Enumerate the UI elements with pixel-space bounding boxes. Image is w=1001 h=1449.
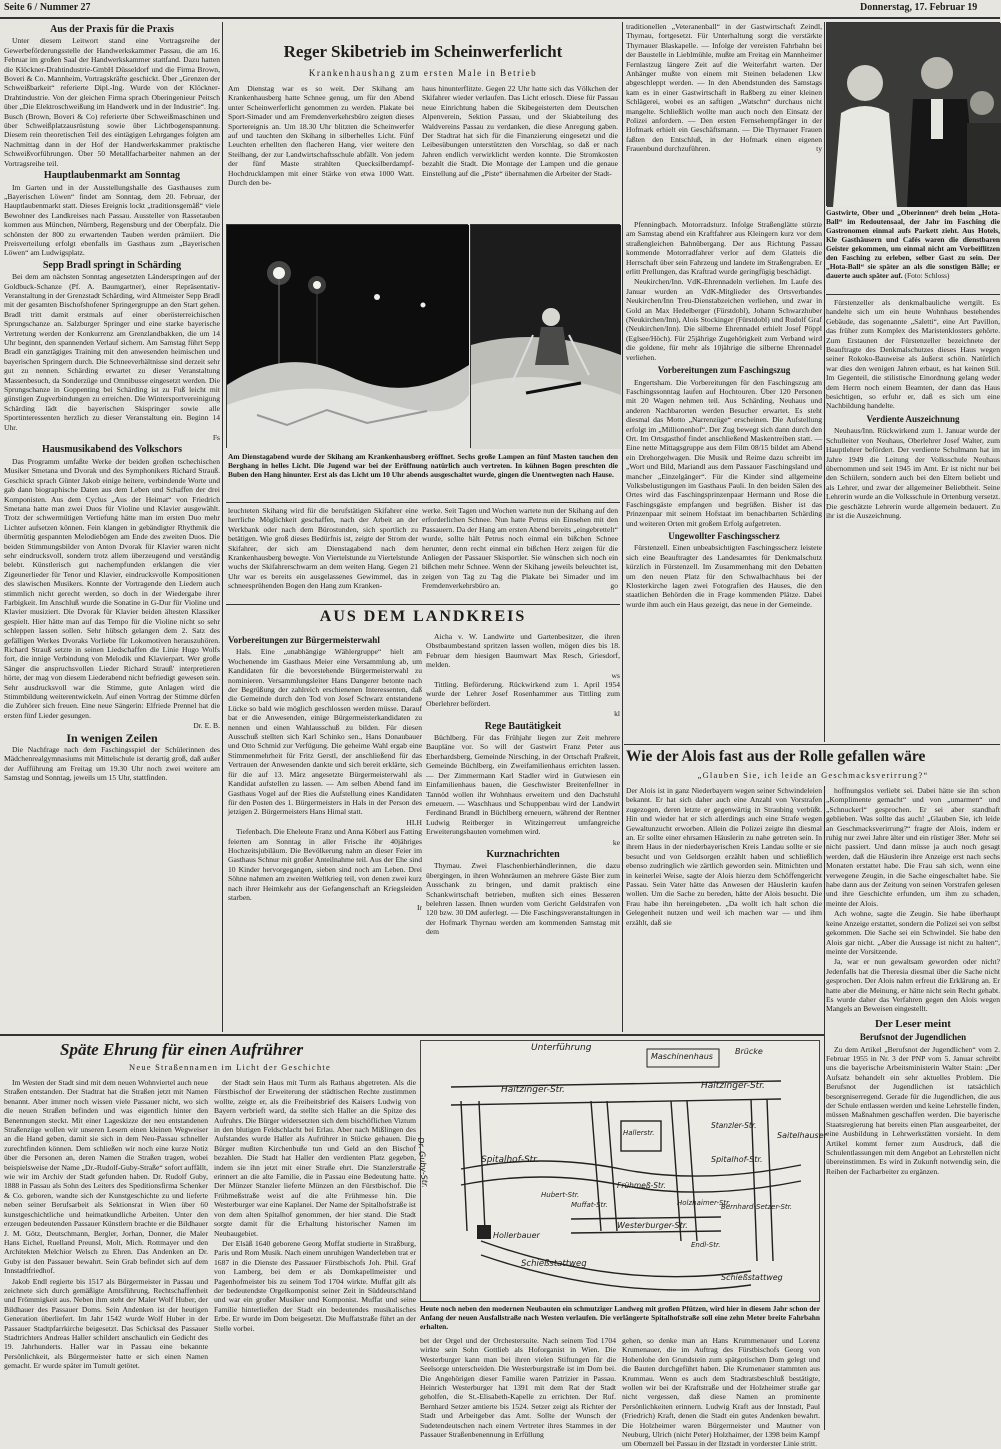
ehrung-body-col4: gehen, so denke man an Hans Krummenauer und Lorenz Krumenauer, die im Auftrag des Fürstbischofs Georg von Hohenlohe den Grundstein zum spätgotischen Dom gelegt und die Bauten durchgeführt haben. Die Krumenauer stammten aus Krummau. Wenn es auch dem Stadtratsbeschluß bestätigte, wollen wir bei der Kraftstraße und der Holzheimer straße gar nicht vergessen, daß diese Namen an prominente Persönlichkeiten erinnern. Ludwig Kraft aus der Innstadt, Paul (Friedrich) Kraft, denen die Stadt ein gutes Andenken bewahrt. Die Holzheimer waren Bürgermeister und Mautner von Neuburg, Ulrich (nicht Peter) Holzhaimer, der 1398 beim Kampf um Obernzell bei Passau in der Ilzstadt in vorderster Linie stritt.: [622, 1336, 820, 1449]
ehrung-headline: Späte Ehrung für einen Aufrührer: [60, 1040, 304, 1059]
map-label-fruehmess: Frühmeß-Str.: [617, 1181, 666, 1190]
page-label: Seite 6 / Nummer 27: [4, 2, 91, 13]
alois-subhead: „Glauben Sie, ich leide an Geschmacksverirrung?“: [697, 770, 929, 780]
article-heading: Vorbereitungen zum Faschingszug: [657, 365, 791, 376]
article-body: Unter diesem Leitwort stand eine Vortragsreihe der Gewerbeförderungsstelle der Handwerkskammer Passau, die am 16. Februar im großen Saal der Handwerkskammer stattfand. Dazu hatten die Klöckner-Drahtindustrie-GmbH Düsseldorf und die Firma Brown, Boveri & Co. Mannheim, Vortragskräfte geschickt. Über „Grenzen der Schweißbarkeit“ referierte Dipl.-Ing. Wurde von der Klöckner-Drahtindustrie. Von der gleichen Firma sprach Oberingenieur Peitsch über „Die Elektroschweißung im Handwerk und in der Industrie“. Ing. Busch (Brown, Boveri & Co) referierte über Schweißmaschinen und über Schweißplatzausrüstung sowie über Lichtbogenspannung. Diesem rein theoretischen Teil des eintägigen Lehrganges folgten am Nachmittag dann in der Hof der Handwerkskammer praktische Schweißvorführungen. Über 50 Metallfacharbeiter nahmen an der Vortragsreihe teil.: [4, 36, 220, 168]
ehrung-body-col1: [4, 1078, 208, 1434]
map-label-schiessstatt: Schießstattweg: [521, 1259, 587, 1269]
section-rule: [226, 604, 620, 605]
article-body: Pfenningbach. Motorradsturz. Infolge Straßenglätte stürzte am Samstag abend ein Kraftfahrer aus Kleingern kurz vor dem straßengleichen Bahnübergang. Der aus Richtung Passau kommende Motorradfahrer verlor auf dem Glatteis die Herrschaft über sein Fahrzeug und landete im Straßengraben. Er erlitt Prellungen, das Kraftrad wurde geringfügig beschädigt.: [626, 220, 822, 277]
author-signature: Fs: [212, 433, 220, 443]
author-signature: ke: [612, 837, 620, 847]
article-heading: Sepp Bradl springt in Schärding: [42, 259, 182, 271]
caption-text: Gastwirte, Ober und „Oberinnen“ dreh beim „Hota-Ball“ im Redoutensaal, der Jahr im Fasching die Gastronomen einmal aufs Parkett zieht. Aus Hotels, Kle Gasthäusern und Cafés waren die dienstbaren Geister gekommen, um einmal nicht am Vorbeiflitzen den Fasching zu erleben, selber Gast zu sein. Der „Hota-Ball“ sie später an als die sonstigen Bälle; er dauerte auch später auf.: [826, 208, 1000, 280]
alois-body-left: Der Alois ist in ganz Niederbayern wegen seiner Schwindeleien bekannt. Er hat sich daher auch eine Anzahl von Vorstrafen zugezogen, deren letzte er gegenwärtig in Straubing verbüßt. Hin und wieder hat er sich allerdings auch eine Strafe wegen Gewaltunzucht erworben. Allein die Polizei zeigte ihn diesmal an. Er sollte einer ehrsamen Häuslerin zu nahe getreten sein. In ihrem Haus in der niederbayerischen Kreis Landau sollte er sie besucht und von Geldsorgen erzählt haben und schließlich ebenso zudringlich wie zärtlich geworden sein. Mitnichten und in keinerlei Weise, sagte der Alois hierzu dem Schöffengericht Passau. Sein Vater hätte das Anwesen der Häuslerin kaufen wollen. Um die Sache zu bereden, hätte der Alois besucht. Die Frau habe ihn hereingebeten. „Da wollt ich halt schon die Gelegenheit nutzen und weil ich machen war — und ihm erzählt, daß sie: [626, 786, 822, 927]
ball-photo: [826, 22, 1000, 206]
section-rule: [624, 744, 1000, 745]
article-body: Jakob Endl regierte bis 1517 als Bürgermeister in Passau und zeichnete sich durch gemäßigte Amtsführung, Rechtschaffenheit und Frömmigkeit aus. Neben ihm steht der Maler Wolf Huber, der Bildhauer des Passauer Doms. Sein Andenken ist der heutigen Generation überliefert. Im Jahr 1542 wurde Wolf Huber in der Passauer Stadtpfarrkirche beigesetzt. Das Schicksal des Passauer Stadtrichters Andreas Haller schildert anschaulich ein Gedicht des 19. Jahrhunderts. Haller war in Passau eine bekannte Persönlichkeit, als Bürgermeister hatte er sich einen Namen gemacht. Er wurde später im Tumult getötet.: [4, 1276, 208, 1371]
alois-headline: Wie der Alois fast aus der Rolle gefallen wäre: [626, 748, 926, 765]
ski-body-continued-left: leuchteten Skihang wird für die berufstätigen Skifahrer eine herrliche Möglichkeit geschaffen, nach der Arbeit an der Werkbank oder nach dem Bürostunden, sich sportlich zu betätigen. Wie groß dieses Bedürfnis ist, zeigte der Strom der Skifahrer, der sich am Dienstagabend nach dem Krankenhausberg bewegte. Von Viertelstunde zu Viertelstunde wuchs der Skifahrerschwarm an dem weiten Hang. Gegen 21 Uhr war es bereits ein ausgelassenes Gewimmel, das in schneesprühenden Bogen den Hang zum Kranken-: [228, 506, 418, 591]
landkreis-right-column: [626, 220, 822, 742]
map-label-bruecke: Brücke: [735, 1047, 763, 1056]
map-label-haitzinger: Haitzinger-Str.: [701, 1081, 765, 1091]
map-label-bernhard: Bernhard-Setzer-Str.: [721, 1203, 793, 1211]
map-label-spitalhof: Spitalhof-Str.: [481, 1155, 539, 1165]
article-heading: Kurznachrichten: [486, 848, 560, 860]
author-signature: Dr. E. B.: [193, 721, 220, 731]
article-body: Fürstenzeller als denkmalbauliche wertgilt. Es handelte sich um ein heute Wohnhaus bestehendes Gebäude, das sogenannte „Saletti“, eine Art Pavillon, das früher zum Komplex des Maristenklosters gehörte. Zum Erstaunen der Fürstenzeller bezeichnete der Beauftragte des Denkmalschutzes dieses Haus wegen seiner Rokoko-Bauweise als äußerst schön. Natürlich war dies den wenigen Jahren erbaut, es hat keinen Stil. Im Gegenteil, die stilistische Einordnung gelang weder dem Herrn noch einem Beamten, der dann das Haus besichtigen, so erfuhr er, daß es sich um eine Nachbildung handelte.: [826, 298, 1000, 411]
caption-rule: [226, 502, 620, 503]
map-label-hallerstr: Hallerstr.: [623, 1129, 655, 1137]
far-right-column: [826, 298, 1000, 742]
column-divider: [824, 22, 825, 742]
article-heading: Der Leser meint: [875, 1017, 951, 1030]
landkreis-column-right: [426, 632, 620, 1032]
article-body: Thyrnau. Zwei Flaschenbierhändlerinnen, die dazu übergingen, in ihren Wohnräumen an mehrere Gäste Bier zum Ausschank zu bringen, und damit praktisch eine Schankwirtschaft betrieben, mußten sich eines Besseren belehren lassen. Ihnen wurden vom Gericht Geldstrafen von 120 bzw. 30 DM auferlegt. — Die Faschingsveranstaltungen in der Hofmark Thyrnau werden am kommenden Samstag mit dem: [426, 861, 620, 937]
article-body: Büchlberg. Für das Frühjahr liegen zur Zeit mehrere Baupläne vor. So will der Gastwirt Franz Peter aus Eberhardsberg, Gemeinde Nirsching, in der Ortschaft Praßreit, Gemeinde Büchlberg, ein Zweifamilienhaus errichten lassen. — Der Zimmermann Karl Stadler wird in Gutwiesen ein Einfamilienhaus bauen, die Geschwister Breitenfellner in Tannöd wollen ihr Wohnhaus erweitern und den Dachstuhl erneuern. — Waschhaus und Schuppenbau wird der Landwirt Ferdinand Brandl in Büchlberg erneuern, während der Rentner Ludwig Reitberger in Witzingerreut umfangreiche Erweiterungsbauten vornehmen wird.: [426, 733, 620, 837]
map-label-saitelhaus: Saitelhauser: [777, 1131, 827, 1140]
article-heading: Vorbereitungen zur Bürgermeisterwahl: [228, 635, 380, 645]
article-heading: Hauptlaubenmarkt am Sonntag: [43, 170, 181, 182]
article-heading: Rege Bautätigkeit: [484, 720, 562, 732]
map-label-guby: Dr. Guby-Str.: [416, 1137, 430, 1189]
ski-body-right: haus hinunterflitzte. Gegen 22 Uhr hatte sich das Völkchen der Skifahrer wieder verlaufen. Das Licht erlosch. Diese für Passau neue Einrichtung haben die Skibegeisterten dem Deutschen Alpenverein, Sektion Passau, und der Skiabteilung des Waldvereins Passau zu verdanken, die diese Anregung gaben. Der Stadtrat hat sich für die Finanzierung eingesetzt und die Leibesübungen unterstützten den Vorschlag, so daß er nach Jahren endlich verwirklicht werden konnte. Die Stromkosten bezahlt die Stadt. Die Montage der Lampen und die genaue Einstellung auf die „Piste“ übernahmen die Arbeiter der Stadt-: [422, 84, 618, 178]
author-signature: ws: [611, 670, 620, 680]
article-subheading: Berufsnot der Jugendlichen: [859, 1032, 967, 1043]
skier-photo: [470, 224, 620, 448]
column-divider: [622, 22, 623, 1032]
article-body: Bei dem am nächsten Sonntag angesetzten Länderspringen auf der Goldbuck-Schanze (Pf. A. Baumgartner), einer Repräsentativ-Veranstaltung in der Grenzstadt Schärding, wird Altmeister Sepp Bradl mit der gesamten Bischofshofener Springergruppe an den Start gehen. Bradl tritt damit erstmals auf einer oberösterreichischen Sprungschanze an. Salzburger Springer und eine starke bayerische Vertretung werden der Konkurrenz am Grenzlandbakken, die um 14 Uhr beginnt, den spannenden Verlauf sichern. Am Samstag führt Sepp Bradl ein ganztägiges Training mit den anwesenden heimischen und bayerischen Springern durch. Die Schneeverhältnisse sind derzeit sehr gut zu nennen. Schärding erwartet zu dieser Veranstaltung Massenbesuch, da Sonderzüge und Omnibusse eingesetzt werden. Die Sprungschanze in Goppenting bei Schärding ist zu Fuß leicht mit günstigen Zugverbindungen zu erreichen. Die Wintersportvereinigung Schärding lädt die bayerischen Skispringer sowie alle Sportinteressenten herzlich zu dieser Veranstaltung ein. Beginn 14 Uhr.: [4, 272, 220, 432]
article-body: Das Programm umfaßte Werke der beiden großen tschechischen Musiker Smetana und Dvorak und des Symphonikers Richard Strauß. Geschickt sprach Günter Jakob einige heitere, verbindende Worte und gab dann biographische Daten aus dem Leben und Schaffen der drei Komponisten. Aus dem Cyclus „Aus der Heimat“ von Friedrich Smetana hatte man zwei Duos für Violine und Klavier ausgewählt. Trotz der schwermütigen Vertiefung hätte man im ersten Duo mehr Lichter aufsetzen können. Fein klangen in gebändigter Rhythmik die übermütig gespannten Melodiebögen am Ende des zweiten Duos. Die beiden Stimmungsbilder von Anton Dvorak für Klavier waren nicht sehr eindrucksvoll, sondern trotz allem überzeugend und verständig belebt. Künstlerisch gut nachempfunden erklangen die vier Zigeunerlieder für Tenor und Klavier, eindrucksvolle Kompositionen des slawischen Musikers. Konnte der Vortragende den Liedern auch stimmlich nicht gerecht werden, so doch in der Wiedergabe ihrer Farbigkeit. Im Anschluß wurde die Sonatine in G-Dur für Violine und Klavier musiziert. Die Dvorak für Klavier beiden ältesten Klassiker gespielt. Hier hätte man auf das Tempo für die Violine nicht so sehr schleppen lassen sollen. Sehr hübsch gelangen dem 2. Satz des gefälligen Werkes Dvoraks Vorliebe für Lokomotiven herauszuhören. Richard Strauß setzte in seinen Liedschaffen die Linie Hugo Wolfs fort, die innige Verbindung von Melodik und Klavierpart. Wer große Sänger die anspruchsvollen Lieder Richard Strauß' interpretieren hörte, der mag von diesem Liederabend nicht befriedigt gewesen sein. Sehr ausdrucksvoll war die Stimme, gute Anlagen wird die Stimmbildung weiterentwickeln. Auf einen Vortrag der Stimme dürfen die Zuhörer sich freuen. Eine neue Sängerin: Elfriede Prennel hat die ersten fünf Lieder gesungen.: [4, 456, 220, 720]
ehrung-subhead: Neue Straßennamen im Licht der Geschichte: [129, 1062, 331, 1072]
map-label-spitalhof: Spitalhof-Str.: [711, 1155, 763, 1164]
article-body: Fürstenzell. Einen unbeabsichtigten Faschingsscherz leistete sich eine Beauftragter des Landesamtes für Denkmalschutz kürzlich in Fürstenzell. Im Zusammenhang mit den Debatten um den neuen Platz für den Schwalbachhaus bei der Klosterkirche lagen zwei Fotografien des Hauses, die den staatlichen Behörden die in Frage kommenden Plätze. Dabei wurde ihm auch ein Haus gezeigt, das neue in der Gemeinde.: [626, 543, 822, 609]
section-rule: [0, 1034, 824, 1036]
skier-illustration: [471, 225, 621, 449]
article-body: Neukirchen/Inn. VdK-Ehrennadeln verliehen. Im Laufe des Januar wurden an VdK-Mitglieder des Ortsverbandes Neukirchen/Inn Treu-Dienstabzeichen verliehen, und zwar in Gold an Max Hedelberger (Fürstdobl), Johann Schwarzhuber (Neukirchen/Inn), Alois Stockinger (Fürstdobl) und Rudolf Graf (Neukirchen/Inn). Die silberne Ehrennadel erhielt Josef Pöppl (Eglsee/Höch). Für 25jährige Zugehörigkeit zum Verband wird die goldene, für mehr als 10jährige die silberne Ehrennadel verliehen.: [626, 277, 822, 362]
article-body: traditionellen „Veteranenball“ in der Gastwirtschaft Zeindl, Thyrnau, fortgesetzt. Für Unterhaltung sorgt die verstärkte Thyrnauer Blaskapelle. — Infolge der vereisten Fahrbahn bei der Baustelle in Lieblmühle, mußte am Freitag ein Mannheimer Fernlastzug längere Zeit auf die Weiterfahrt warten. Der Anhänger mußte von einem mit Steinen beladenen Lkw abgeschleppt werden. — In den Abendstunden des Samstags kam es in einer Gastwirtschaft in Raßberg zu einer kleinen Schlägerei, wobei es an saftigen „Watschn“ durchaus nicht mangelte. Schließlich wollte man auch noch den Einsatz der Polizei anfordern. — Den ersten Fernsehempfänger in der Hofmark erhielt ein Geschäftsmann. — Die Thyrnauer Frauen faßten den Entschluß, in der Hofmark einen eigenen Frauenbund durchzuführen.: [626, 22, 822, 154]
map-label-hollerbauer: Hollerbauer: [493, 1231, 540, 1240]
article-body: Neuhaus/Inn. Rückwirkend zum 1. Januar wurde der Schulleiter von Neuhaus, Oberlehrer Josef Walter, zum Hauptlehrer befördert. Der verdiente Schulmann hat im Jahre 1949 die Leitung der Volksschule Neuhaus übernommen und seit 1945 im Amt. Er ist nicht nur bei den Schülern, sondern auch bei den Eltern beliebt und als Lehrer, und zwar der allgemeiner Beliebtheit. Seine Lehrerin wurde an die Volksschule in Ortenburg versetzt. Die geschätzte Lehrerin wurde allgemein bedauert. Zu ihr ist die Auszeichnung.: [826, 426, 1000, 520]
author-signature: go: [610, 581, 618, 591]
alois-body-right: [826, 786, 1000, 1430]
article-body: Ja, war er nun gewaltsam geworden oder nicht? Jedenfalls hat die Theresia diesmal über die Sache nicht gesprochen. Der Alois nahm erfreut die Erklärung an. Er hatte aber die Meinung, er hätte nicht sein Recht gehabt. Es wurde daher das Verfahren gegen den Alois wegen Mangels an Beweisen eingestellt.: [826, 957, 1000, 1014]
ski-slope-photo: [226, 224, 468, 448]
article-heading: Ungewollter Faschingsscherz: [668, 531, 780, 541]
map-label-westerburger: Westerburger-Str.: [617, 1221, 688, 1230]
ski-photo-caption: Am Dienstagabend wurde der Skihang am Krankenhausberg eröffnet. Sechs große Lampen an fünf Masten tauchen den Berghang in helles Licht. Die Jugend war bei der Eröffnung natürlich auch vertreten. In kühnen Bogen preschten die Buben den Hang hinunter. Erst als das Licht um 10 Uhr abends ausgeschaltet wurde, gingen die Unentwegten nach Hause.: [228, 452, 618, 479]
issue-date: Donnerstag, 17. Februar 19: [860, 2, 978, 13]
article-heading: Aus der Praxis für die Praxis: [50, 24, 174, 35]
masthead-rule: [0, 17, 1000, 19]
map-label-holzhaimer: Holzhaimer-Str.: [677, 1199, 731, 1207]
column-divider: [222, 22, 223, 1032]
landkreis-headline: AUS DEM LANDKREIS: [319, 608, 527, 625]
article-body: Engertsham. Die Vorbereitungen für den Faschingszug am Faschingssonntag laufen auf Hochtouren. Über 120 Personen mit 20 Wagen nehmen teil. Aus Schärding, Neuhaus und anderen Nachbarorten werden Besucher erwartet. Es steht diesmal das Motto „Narrenzüge“ erscheinen. Die Aufstellung erfolgt im „Millionenhof“. Der Zug bewegt sich dann durch den Ort. Im Ortsgasthof findet anschließend Maskentreiben statt. — Eine nette Mittagsgruppe aus dem Film 08/15 bildet am Abend ein Drehorgelwagen. Die Musik und Reime dazu schreibt im „Wort und Bild, Mariandl aus dem Passauer Faschingsland und mancher „Einzelgänger“. Für die Kinder sind allgemeine Volksbelustigungen im Gasthaus Pauli. In den beiden Sälen des Ortes wird das Faschingsprinzenpaar Hermann und Rose die Faschingsgäste empfangen und begrüßen. Bisher ist das Prinzenpaar mit seinem Hofstaat im benachbarten Schärding und weiteren Orten mit großem Erfolg aufgetreten.: [626, 377, 822, 528]
ehrung-body-col3: bet der Orgel und der Orchestersuite. Nach seinem Tod 1704 wirkte sein Sohn Gottlieb als Hoforganist in Wien. Die Westerburger kann man bei ihren vielen Stiftungen für die Seelsorge unterscheiden. Die Westerburgstraße ist im Dom bei. Die Angehörigen dieser Familie waren Patrizier in Passau. Heinrich Westerburger hat 1391 mit dem Rat der Stadt geholfen, die St.-Elisabeth-Kapelle zu errichten. Der Ruf. Bernhard Setzer amtierte bis 1524. Setzer zeigt als Richter der Stadt und Arbeitgeber das Amt. Sollte der Wunsch der Sudetendeutschen nach einem Vertreter ihres Stammes in der Passauer Straßenbenennung in Erfüllung: [420, 1336, 616, 1440]
ehrung-body-col2: [214, 1078, 416, 1434]
article-body: Die Nachfrage nach dem Faschingsspiel der Schülerinnen des Mädchenrealgymnasiums mit Mittelschule ist derartig groß, daß außer der Aufführung am Freitag um 19.30 Uhr noch zwei weitere am Samstag und Sonntag, jeweils um 15 Uhr, stattfinden.: [4, 745, 220, 783]
map-label-unterfuehrung: Unterführung: [531, 1043, 592, 1053]
map-label-muffat: Muffat-Str.: [571, 1201, 608, 1209]
column-1: [4, 22, 220, 1032]
author-signature: HLH: [406, 817, 422, 827]
author-signature: Ir: [416, 903, 422, 913]
article-heading: Hausmusikabend des Volkschors: [41, 444, 183, 456]
ball-article: [626, 22, 822, 218]
caption-rule: [826, 294, 1000, 295]
article-body: Im Garten und in der Ausstellungshalle des Gasthauses zum „Bayerischen Löwen“ findet am Sonntag, dem 20. Februar, der Hauptlaubenmarkt statt. Dieses Ereignis lockt „traditionsgemäß“ viele Bewohner des Landkreises nach Passau. Aussteller von Rassetauben kommen aus München, Nürnberg, Regensburg und der Oberpfalz. Die schönsten der 800 zu erwartenden Tauben werden prämiiert. Die Preisverteilung erfolgt ebenfalls im Gasthaus zum „Bayerischen Löwen“ am Ludwigsplatz.: [4, 182, 220, 258]
map-label-stanzler: Stanzler-Str.: [711, 1121, 757, 1130]
ski-subhead: Krankenhaushang zum ersten Male in Betrieb: [308, 68, 538, 78]
article-body: hoffnungslos verliebt sei. Dabei hätte sie ihn schon „Komplimente gemacht“ und von „umarmen“ und „Schnuckerl“ gesprochen. Er sei aber standhaft geblieben. Was sollte das auch! „Glauben Sie, ich leide an Geschmacksverirrung?“ fragte der Alois, indem er ruhig nur zwei Jahre älter und ein rüstiger 38er. Mehr sei nicht passiert. Und dann müsse ja auch noch gesagt werden, daß die Häuslerin ihre Anzeige erst nach sechs Monaten erstattet habe. Die Frau sah sich, wenn eine verwegene Zeugin, in die Sache eingeschaltet habe. Sie habe dann aus der Zeitung von seinen Vorstrafen gelesen und ihre Geschichte erfunden, um ihm zu schaden, meinte der Alois.: [826, 786, 1000, 908]
article-body: Aicha v. W. Landwirte und Gartenbesitzer, die ihren Obstbaumbestand spritzen lassen wollen, mögen dies bis 18. Februar dem hiesigen Baumwart Max Resch, Griesdorf, melden.: [426, 632, 620, 670]
street-map: [416, 1040, 827, 1302]
ball-photo-caption: [826, 208, 1000, 292]
article-body: Tiefenbach. Die Eheleute Franz und Anna Köberl aus Fatting feierten am Sonntag in aller Frische ihr 40jähriges Hochzeitsjubiläum. Die Bevölkerung nahm an dieser Feier im Gasthaus Schnur mit großer Anteilnahme teil. Aus der Ehe sind 10 Kinder hervorgegangen, sieben sind noch am Leben. Drei Söhne nahmen am zweiten Weltkrieg teil, von denen zwei kurz nach ihrer Heimkehr aus der Gefangenschaft an Kriegsleiden starben.: [228, 827, 422, 902]
author-signature: kl: [614, 709, 620, 719]
ski-body-continued-right: [422, 506, 618, 602]
map-label-schiessstatt: Schießstattweg: [721, 1273, 783, 1282]
article-body: Zu dem Artikel „Berufsnot der Jugendlichen“ vom 2. Februar 1955 in Nr. 3 der PNP vom 5. Januar schreibt uns die bayerische Arbeitsministerin Walter Stain: „Der Aufsatz behandelt ein sehr aktuelles Problem. Die Berufsnot der Jugendlichen ist tatsächlich besorgniserregend. Gerade für die Jugendlichen, die aus der Schule entlassen werden und keine Lehrstelle finden, müssen Maßnahmen geschaffen werden. Die bayerische Staatsregierung hat bereits einen Plan ausgearbeitet, der eine Ausbildung in Lehrwerkstätten vorsieht. In dem Artikel kommt ferner zum Ausdruck, daß die Schulentlassungen mit dem Angebot an Lehrstellen nicht übereinstimmen. Es wird in Zukunft notwendig sein, die Reihen der Facharbeiter zu ergänzen.: [826, 1044, 1000, 1176]
night-slope-illustration: [227, 225, 469, 449]
ski-body-left: Am Dienstag war es so weit. Der Skihang am Krankenhausberg hatte Schnee genug, um für den Abend unter Scheinwerferlicht genommen zu werden. Plakate bei Sport-Simader und am Fremdenverkehrsbüro zeigten dieses Sportereignis an. Um 18.30 Uhr blitzten die Scheinwerfer auf und tauchten den Skihang in silberhelles Licht. Fünf Leuchten erhellten den flacheren Hang, vier weitere den Steilhang, der zur Landwirtschaftsschule abfällt. Von jedem der fünf Maste strahlten Quecksilberdampf-Hochdrucklampen mit einer Stärke von etwa 1000 Watt. Durch den be-: [228, 84, 414, 188]
article-body: Der Elsäß 1640 geborene Georg Muffat studierte in Straßburg, Paris und Rom Musik. Nach einem unruhigen Wanderleben trat er 1687 in die Dienste des Passauer Fürstbischofs Joh. Phil. Graf von Lamberg, bei dem er als Domkapellmeister und Pagenhofmeister bis zu seinem Tod 1704 wirkte. Muffat gilt als der bedeutendste Orgelkomponist seiner Zeit in Süddeutschland und war ein großer Musiker und Komponist. Muffat und seine Familie hinterließen der Stadt ein bedeutendes musikalisches Erbe. Er wurde im Dom beigesetzt. Die Muffatstraße führt an der Stelle vorbei.: [214, 1238, 416, 1333]
article-body: Ach wohne, sagte die Zeugin. Sie habe überhaupt keine Anzeige erstattet, sondern die Polizei sei von selbst gekommen. Die Sache sei ein Schwindel. Sie habe den Alois gar nicht. „Aber die Aussage ist nicht zu halten“, meinte der Vorsitzende.: [826, 909, 1000, 956]
map-label-haitzinger: Haitzinger-Str.: [501, 1085, 565, 1095]
author-signature: ty: [816, 144, 822, 154]
map-label-maschinenhaus: Maschinenhaus: [651, 1052, 713, 1061]
article-body: Tittling. Beförderung. Rückwirkend zum 1. April 1954 wurde der Lehrer Josef Rosenhammer aus Tittling zum Oberlehrer befördert.: [426, 680, 620, 708]
ski-headline: Reger Skibetrieb im Scheinwerferlicht: [283, 42, 563, 61]
article-body: der Stadt sein Haus mit Turm als Rathaus abgetreten. Als die Fürstbischof der Erweiterung der städtischen Rechte zustimmen wollte, zeigte er, als die Freiheitsbrief des Kaisers Ludwig von Bayern verbrieft ward, da stellte sich Haller an die Spitze des Aufruhrs. Die Bürger widersetzten sich dem bischöflichen Viztum in den blutigen Feldschlacht bei Erlau. Aber nach Mißlingen des Aufstandes wurde Haller als Aufrührer in Stücke gehauen. Die Bürger mußten Kirchenbuße tun und Geld an den Bischof bezahlen. Die Stadt hat Haller den verdienten Platz gegeben, indem sie ihn jetzt mit einer Straße ehrt. Die Stanzlerstraße erinnert an die alte Familie, die in Passau eine Bedeutung hatte. Der Münzer Stanzler lieferte Münzen an den Fürstbischof. Die Frühmeßstraße weist auf die alte Frühmesse hin. Die Westerburger war eine Kaplanei. Der Name der Spitalhofstraße ist von dem alten Spitalhof genommen, der hier stand. Die Stadt sorgte damit für die Erhaltung historischer Namen im Neubaugebiet.: [214, 1078, 416, 1238]
photo-credit: (Foto: Schloss): [904, 271, 950, 280]
ski-body-text: werke. Seit Tagen und Wochen wartete nun der Skihang auf den erforderlichen Schnee. Nun hatte Petrus ein Einsehen mit den Passauern. Da der Hang am ersten Abend bereits „eingebrettelt“ wurde, sollte hält Petrus noch einmal ein bißchen Schnee herunter, denn recht einmal ein bißchen Herz zeigen für die Anliegen der Passauer Skisportler. Sie wünschen sich noch ein bißchen mehr Schnee. Wenn der Skihang jeweils beleuchtet ist, zeigen von Tag zu Tag die Plakate bei Simader und im Fremdenverkehrsbüro an.: [422, 506, 618, 591]
landkreis-column-left: [228, 632, 422, 1032]
map-caption: Heute noch neben den modernen Neubauten ein schmutziger Landweg mit großen Pfützen, wird hier in diesem Jahr schon der Anfang der neuen Ausfallstraße nach Westen verlaufen. Die verlängerte Spitalhofstraße soll eine zehn Meter breite Fahrbahn erhalten.: [420, 1304, 820, 1331]
ball-dancers-illustration: [827, 23, 1001, 207]
article-heading: Verdiente Auszeichnung: [866, 413, 960, 424]
map-label-endl: Endl-Str.: [691, 1241, 721, 1249]
article-body: Hals. Eine „unabhängige Wählergruppe“ hielt am Wochenende im Gasthaus Meier eine Versammlung ab, um Kandidaten für die bevorstehende Bürgermeisterwahl zu nominieren. Versammlungsleiter Hans Dangerer betonte nach der Begrüßung der zahlreich erschienenen Interessenten, daß die Gemeinde durch den Tod von Josef Schwarz entstandene Lücke so bald wie möglich geschlossen werden müsse. Darauf bat er die Anwesenden, einige Bürgermeisterkandidaten zu nennen und einen Wahlausschuß zu bilden. Für diesen Ausschuß stellten sich Karl Schinko sen., Hans Donaubauer und Otto Schmid zur Verfügung. Die geheime Wahl ergab eine Stimmenmehrheit für Fritz Gerstl, der anschließend für das Vertrauen der Anwesenden dankte und sich bereit erklärte, sich für die auf 13. März angesetzte Bürgermeisterwahl als Kandidat aufstellen zu lassen. — Am selben Abend fand im Gasthaus Vogel auf der Ries die Aufstellung eines Kandidaten für den Posten des 1. Bürgermeisters in Hals in der Person des jetzigen 2. Bürgermeisters Hans Himal statt.: [228, 647, 422, 817]
article-heading: In wenigen Zeilen: [66, 730, 158, 745]
map-label-huber: Hubert-Str.: [541, 1191, 580, 1199]
column-divider: [824, 786, 825, 1430]
article-body: Im Westen der Stadt sind mit dem neuen Wohnviertel auch neue Straßen entstanden. Der Stadtrat hat die Straßen jetzt mit Namen benannt. Aber immer noch wissen viele Passauer nicht, wo sich die neuen Straßen befinden und was eigentlich hinter den Benennungen steckt. Mit einer Lageskizze der neu entstandenen Straßenzüge wollen wir unseren Lesern einen kleinen Wegweiser an die Hand geben, damit sie sich in dem Neu-Passau schneller zurechtfinden können. Dem schließen wir noch eine kurze Notiz über die Personen an, deren Namen die Straßen tragen, wobei beispielsweise der Name „Dr.-Rudolf-Guby-Straße“ sofort auffällt, wie wir im Archiv der Stadt gefunden haben. Dr. Rudolf Guby, 1888 in Passau als Sohn des Leiters des Speditionsfirma Schenker & Co. geboren, wandte sich der Kunstgeschichte zu und lieferte neben seiner Berufsarbeit als Sektionsrat in Wien über 60 kunstgeschichtliche und heimatkundliche Arbeiten. Unter den erzeugen bedeutenden Passauer Künstlern brachte er die Bildhauer J. M. Götz, Deutschmann, Bergler, Jorhan, Donner, die Maler Hans Eichel, Ruelland Preunsl, Molt, Mich. Rottmayer und den Architekten Melchior Welsch zu Ehren. Das Andenken an Dr. Guby ist den Passauer bewahrt. Sein Grab befindet sich auf dem Innstadtfriedhof.: [4, 1078, 208, 1276]
